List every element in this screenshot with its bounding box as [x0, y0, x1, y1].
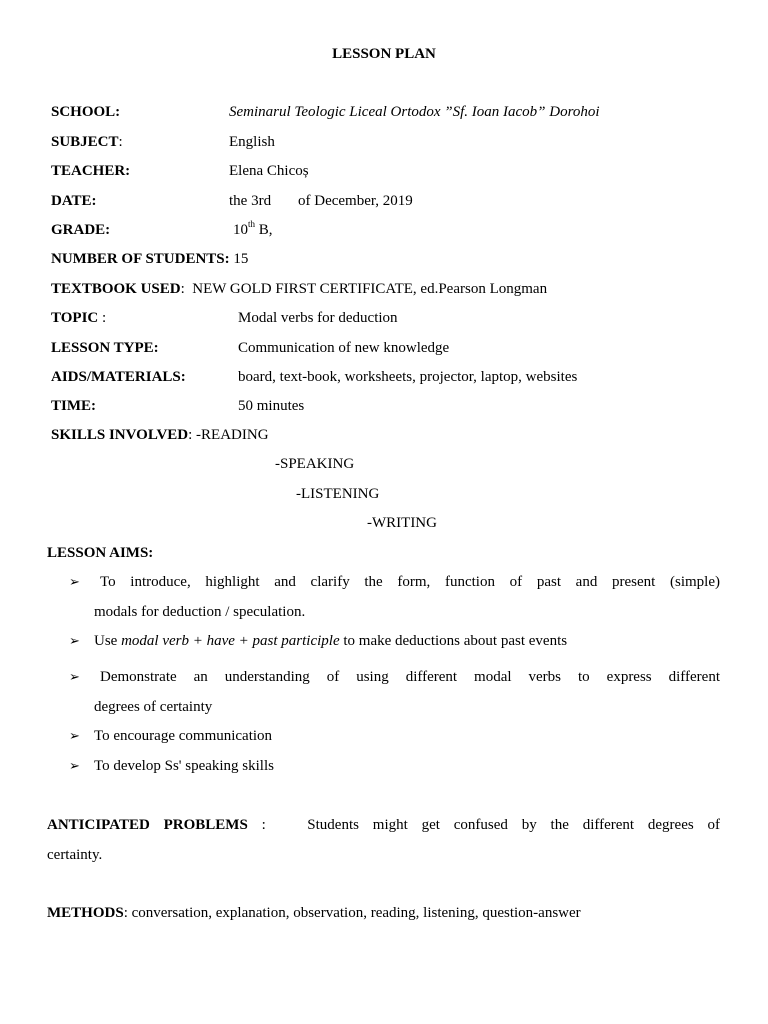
school-value: Seminarul Teologic Liceal Ortodox ”Sf. Ioan Iacob” Dorohoi: [229, 104, 600, 120]
grade-label: GRADE:: [51, 222, 111, 238]
date-value-day: the 3rd: [229, 193, 272, 209]
time-value: 50 minutes: [238, 398, 305, 414]
aim-item-line: modals for deduction / speculation.: [94, 604, 306, 620]
problems-label: ANTICIPATED PROBLEMS: [47, 817, 248, 833]
aim-text: to make deductions about past events: [339, 633, 568, 649]
skill-item: -WRITING: [367, 515, 437, 531]
date-label: DATE:: [51, 193, 97, 209]
aims-heading: LESSON AIMS:: [47, 545, 154, 561]
skills-label: SKILLS INVOLVED: [51, 427, 189, 443]
subject-label: SUBJECT: [51, 134, 119, 150]
aim-formula: modal verb + have + past participle: [121, 633, 340, 649]
aids-value: board, text-book, worksheets, projector, laptop, websites: [238, 369, 578, 385]
textbook-colon: :: [180, 281, 185, 297]
arrow-bullet-icon: ➢: [69, 728, 80, 743]
problems-line: [47, 815, 720, 835]
topic-label-row: [51, 308, 106, 328]
subject-label-row: [51, 132, 123, 152]
skill-item: -LISTENING: [296, 486, 380, 502]
skills-colon: :: [188, 427, 193, 443]
aim-text: Use: [94, 633, 122, 649]
subject-value: English: [229, 134, 275, 150]
arrow-bullet-icon: ➢: [69, 669, 80, 684]
aids-label: AIDS/MATERIALS:: [51, 369, 186, 385]
arrow-bullet-icon: ➢: [69, 574, 80, 589]
topic-label: TOPIC: [51, 310, 99, 326]
textbook-label: TEXTBOOK USED: [51, 281, 181, 297]
time-label: TIME:: [51, 398, 96, 414]
aim-item-line: Demonstrate an understanding of using different modal verbs to express different: [100, 669, 720, 685]
problems-colon: :: [247, 817, 266, 833]
grade-number: 10: [233, 222, 248, 238]
textbook-value: NEW GOLD FIRST CERTIFICATE, ed.Pearson Longman: [192, 281, 548, 297]
grade-value: [233, 220, 273, 240]
methods-label: METHODS: [47, 905, 124, 921]
problems-line-2: certainty.: [47, 847, 103, 863]
aim-item: To develop Ss' speaking skills: [94, 758, 274, 774]
arrow-bullet-icon: ➢: [69, 633, 80, 648]
teacher-value: Elena Chicoș: [229, 163, 309, 179]
problems-text: Students might get confused by the different degrees of: [307, 817, 721, 833]
grade-ordinal-suffix: th: [248, 219, 256, 229]
topic-value: Modal verbs for deduction: [238, 310, 398, 326]
skill-item: -SPEAKING: [275, 456, 355, 472]
subject-colon: :: [118, 134, 123, 150]
date-value-rest: of December, 2019: [298, 193, 413, 209]
grade-class: B,: [255, 222, 273, 238]
teacher-label: TEACHER:: [51, 163, 131, 179]
aim-item-line: To introduce, highlight and clarify the form, function of past and present (simple): [100, 574, 720, 590]
page-title: LESSON PLAN: [332, 46, 436, 62]
methods-row: [47, 903, 581, 923]
lesson-type-label: LESSON TYPE:: [51, 340, 159, 356]
arrow-bullet-icon: ➢: [69, 758, 80, 773]
students-label: NUMBER OF STUDENTS:: [51, 251, 230, 267]
methods-text: : conversation, explanation, observation, reading, listening, question-answer: [123, 905, 581, 921]
school-label: SCHOOL:: [51, 104, 121, 120]
textbook-row: [51, 279, 547, 299]
skill-item: -READING: [196, 427, 269, 443]
students-row: [51, 249, 248, 269]
aim-item: [94, 631, 567, 651]
lesson-type-value: Communication of new knowledge: [238, 340, 450, 356]
students-value: 15: [233, 251, 249, 267]
skills-row: [51, 425, 269, 445]
aim-item: To encourage communication: [94, 728, 273, 744]
topic-colon: :: [98, 310, 107, 326]
aim-item-line: degrees of certainty: [94, 699, 213, 715]
